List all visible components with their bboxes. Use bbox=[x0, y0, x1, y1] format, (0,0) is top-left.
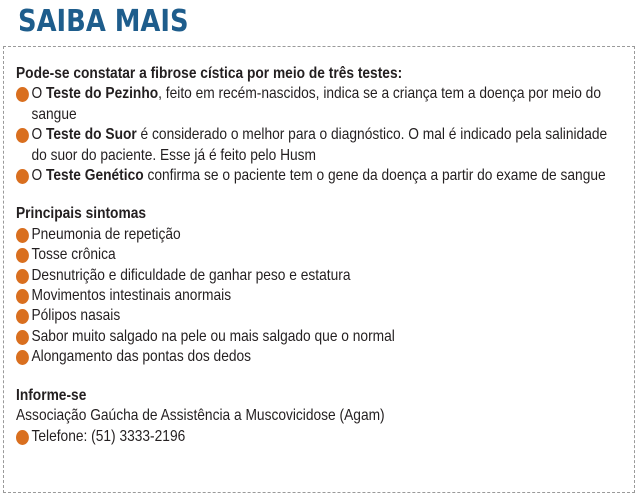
bullet-dot-icon bbox=[16, 128, 29, 143]
bullet-dot-icon bbox=[16, 87, 29, 102]
bullet-dot-icon bbox=[16, 289, 29, 304]
symptom-item: Sabor muito salgado na pele ou mais salgado que o normal bbox=[16, 327, 620, 347]
test-item-genetico: O Teste Genético confirma se o paciente tem o gene da doença a partir do exame de sangue bbox=[16, 166, 620, 186]
test-item-suor: O Teste do Suor é considerado o melhor para o diagnóstico. O mal é indicado pela salinidade do suor do paciente. Esse já é feito pelo Husm bbox=[16, 125, 620, 166]
bullet-dot-icon bbox=[16, 248, 29, 263]
tests-heading: Pode-se constatar a fibrose cística por meio de três testes: bbox=[16, 65, 403, 82]
bullet-dot-icon bbox=[16, 228, 29, 243]
symptom-item: Pólipos nasais bbox=[16, 306, 620, 326]
contact-heading: Informe-se bbox=[16, 386, 87, 404]
symptom-item: Tosse crônica bbox=[16, 245, 620, 265]
symptom-item: Movimentos intestinais anormais bbox=[16, 286, 620, 306]
bullet-dot-icon bbox=[16, 169, 29, 184]
page-title: SAIBA MAIS bbox=[18, 4, 189, 39]
test-name: Teste do Suor bbox=[46, 126, 137, 144]
symptom-item: Desnutrição e dificuldade de ganhar peso e estatura bbox=[16, 266, 620, 286]
bullet-dot-icon bbox=[16, 350, 29, 365]
symptom-item: Alongamento das pontas dos dedos bbox=[16, 347, 620, 367]
test-name: Teste Genético bbox=[46, 167, 144, 185]
phone-item: Telefone: (51) 3333-2196 bbox=[16, 427, 620, 447]
test-item-pezinho: O Teste do Pezinho, feito em recém-nascidos, indica se a criança tem a doença por meio do sangue bbox=[16, 84, 620, 125]
bullet-dot-icon bbox=[16, 309, 29, 324]
bullet-dot-icon bbox=[16, 430, 29, 445]
symptoms-heading: Principais sintomas bbox=[16, 205, 147, 223]
organization-name: Associação Gaúcha de Assistência a Muscovicidose (Agam) bbox=[16, 407, 385, 425]
bullet-dot-icon bbox=[16, 330, 29, 345]
bullet-dot-icon bbox=[16, 269, 29, 284]
info-content bbox=[16, 64, 621, 447]
test-name: Teste do Pezinho bbox=[46, 85, 159, 103]
symptom-item: Pneumonia de repetição bbox=[16, 225, 620, 245]
